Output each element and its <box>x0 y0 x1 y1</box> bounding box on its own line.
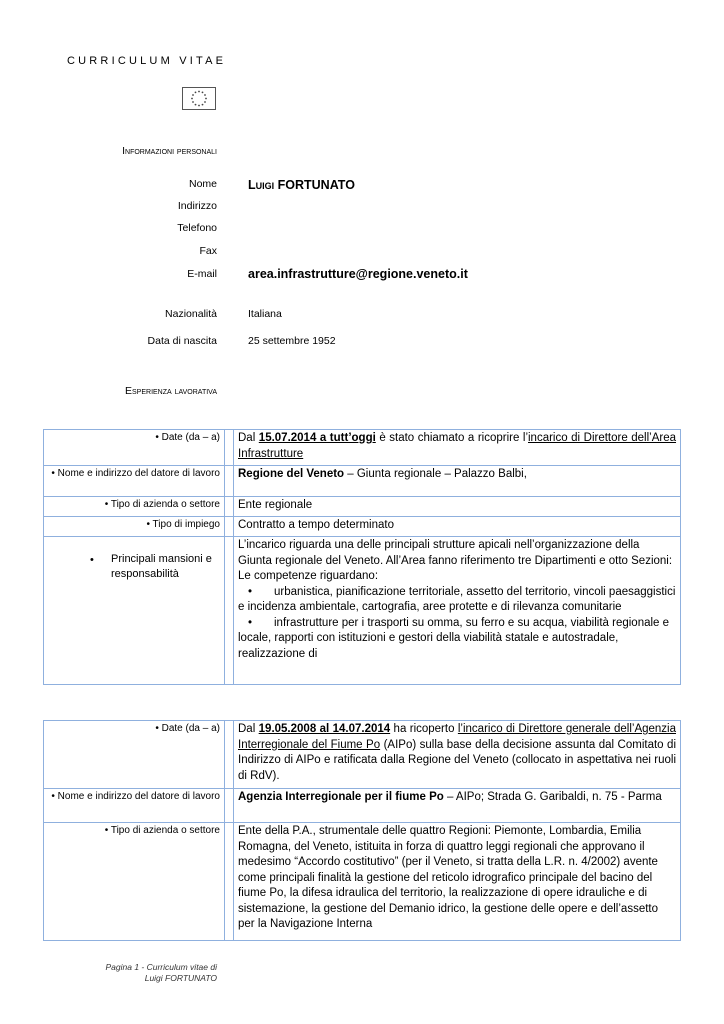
job2-role: l’incarico di Direttore generale dell’Agenzia Interregionale del Fiume Po <box>238 723 677 751</box>
job1-sector: Ente regionale <box>234 497 681 517</box>
job1-duties <box>234 537 681 685</box>
email-value: area.infrastrutture@regione.veneto.it <box>248 267 468 281</box>
employer-label: • Nome e indirizzo del datore di lavoro <box>44 466 225 497</box>
job1-date-range: 15.07.2014 a tutt’oggi <box>258 432 376 444</box>
duties-label: • Principali mansioni e responsabilità <box>44 537 225 685</box>
birthdate-label: Data di nascita <box>147 335 217 347</box>
dates-label: • Date (da – a) <box>44 430 225 466</box>
name-value <box>248 178 355 192</box>
job2-date-range: 19.05.2008 al 14.07.2014 <box>258 723 391 735</box>
page-footer: Pagina 1 - Curriculum vitae di Luigi FORTUNATO <box>105 962 217 983</box>
duty-item-1: • urbanistica, pianificazione territoriale, assetto del territorio, vincoli paesaggistici e incidenza ambientale, cartografia, aree protette e di rilevanza comunitarie <box>238 585 676 613</box>
nationality-value: Italiana <box>248 308 282 320</box>
last-name: FORTUNATO <box>277 178 355 192</box>
name-label: Nome <box>188 178 217 190</box>
personal-info-heading: Informazioni personali <box>122 145 217 157</box>
first-name: Luigi <box>248 178 275 192</box>
phone-label: Telefono <box>177 222 217 234</box>
job-table-1 <box>43 429 681 685</box>
sector-label: • Tipo di azienda o settore <box>44 823 225 941</box>
duty-item-2: • infrastrutture per i trasporti su omma, su ferro e su acqua, viabilità regionale e locale, rapporti con istituzioni e gestori della viabilità statale e autostradale, realizzazione di <box>238 616 670 660</box>
duties-bullet: • <box>90 554 94 566</box>
job2-employer: Agenzia Interregionale per il fiume Po – AIPo; Strada G. Garibaldi, n. 75 - Parma <box>234 789 681 823</box>
fax-label: Fax <box>199 245 217 257</box>
job2-sector: Ente della P.A., strumentale delle quattro Regioni: Piemonte, Lombardia, Emilia Romagna, del Veneto, istituita in forza di quattro leggi regionali che approvano il medesimo “Accordo costitutivo” (per il Veneto, si tratta della L.R. n. 4/2002) avente come principali finalità la gestione del reticolo idrografico principale del bacino del fiume Po, la difesa idraulica del territorio, la realizzazione di opere idrauliche e di sistemazione, la gestione del Demanio idrico, la gestione delle opere e dell’assetto per la Navigazione Interna <box>234 823 681 941</box>
work-experience-heading: Esperienza lavorativa <box>125 385 217 397</box>
employer-label: • Nome e indirizzo del datore di lavoro <box>44 789 225 823</box>
address-label: Indirizzo <box>177 200 217 212</box>
sector-label: • Tipo di azienda o settore <box>44 497 225 517</box>
job-type-label: • Tipo di impiego <box>44 517 225 537</box>
nationality-label: Nazionalità <box>165 308 217 320</box>
eu-flag-icon <box>182 87 216 110</box>
dates-label: • Date (da – a) <box>44 721 225 789</box>
job2-dates: Dal 19.05.2008 al 14.07.2014 ha ricoperto l’incarico di Direttore generale dell’Agenzia Interregionale del Fiume Po (AIPo) sulla base della decisione assunta dal Comitato di Indirizzo di AIPo e ratificata dalla Regione del Veneto (collocato in aspettativa nei ruoli di RdV). <box>234 721 681 789</box>
job1-job-type: Contratto a tempo determinato <box>234 517 681 537</box>
duties-intro: L’incarico riguarda una delle principali strutture apicali nell’organizzazione della Giunta regionale del Veneto. All’Area fanno riferimento tre Dipartimenti e otto Sezioni: Le competenze riguardano: <box>238 539 673 582</box>
email-label: E-mail <box>187 268 217 280</box>
job1-role: incarico di Direttore dell’Area Infrastrutture <box>238 432 677 460</box>
cv-title: CURRICULUM VITAE <box>67 55 227 67</box>
job1-employer: Regione del Veneto – Giunta regionale – Palazzo Balbi, <box>234 466 681 497</box>
birthdate-value: 25 settembre 1952 <box>248 335 336 347</box>
job1-dates: Dal 15.07.2014 a tutt’oggi è stato chiamato a ricoprire l’incarico di Direttore dell’Area Infrastrutture <box>234 430 681 466</box>
job-table-2 <box>43 720 681 941</box>
